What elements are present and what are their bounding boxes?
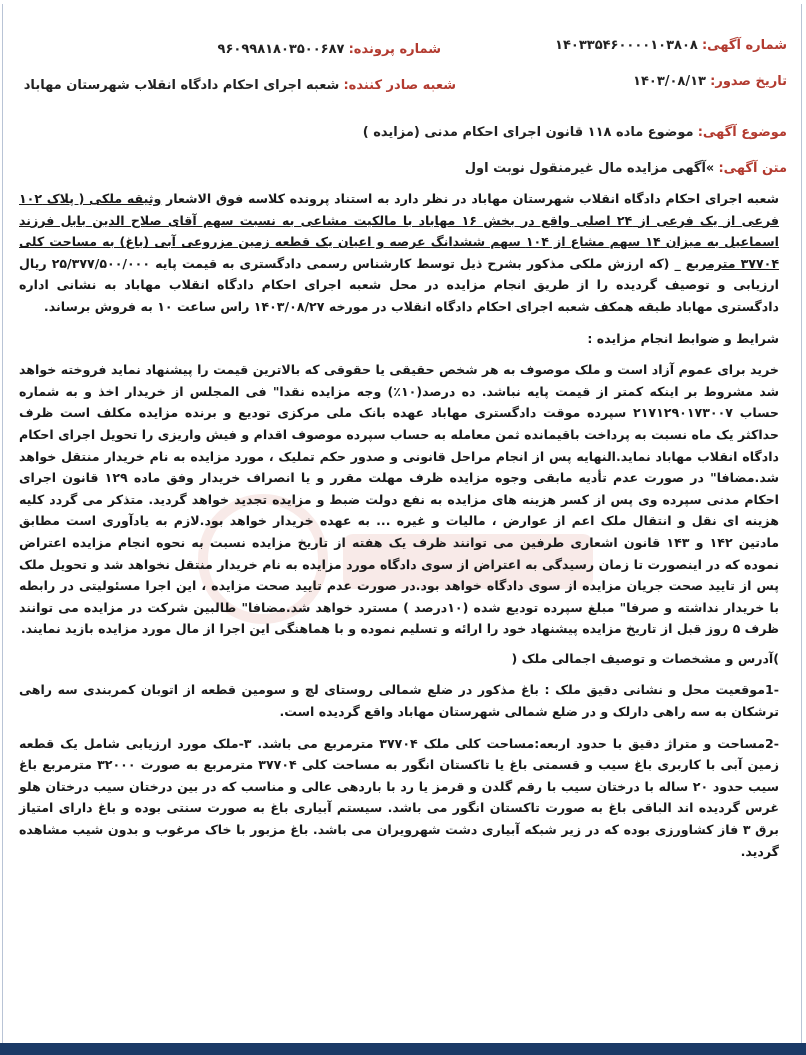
text-title: »آگهی مزایده مال غیرمنقول نوبت اول (464, 161, 715, 176)
intro-text-underlined: وثیقه ملکی ( پلاک ۱۰۲ فرعی از یک فرعی از ۲۴ اصلی واقع در بخش ۱۶ مهاباد با مالکیت مشاعی به نسبت سهم آقای صلاح الدین بابل فرزند اسماعیل به میزان ۱۴ سهم مشاع از ۱۰۴ سهم ششدانگ عرصه و اعیان یک قطعه زمین مزروعی آبی (باغ) به مساحت کلی ۳۷۷۰۴ مترمربع (19, 191, 780, 271)
issue-date-line (633, 74, 787, 89)
ad-number-label: شماره آگهی: (701, 38, 787, 53)
conditions-paragraph: خرید برای عموم آزاد است و ملک موصوف به هر شخص حقیقی یا حقوقی که بالاترین قیمت را پیشنهاد نماید فروخته خواهد شد مشروط بر اینکه کمتر از قیمت پایه نباشد. ده درصد(۱۰٪) وجه مزایده نقدا" فی المجلس از خریدار اخذ و به شماره حساب ۲۱۷۱۲۹۰۱۷۳۰۰۷ سپرده موقت دادگستری مهاباد عهده بانک ملی مرکزی تودیع و برنده مزایده مکلف است ظرف حداکثر یک ماه نسبت به پرداخت باقیمانده ثمن معامله به حساب سپرده موصوف اقدام و فیش واریزی را تحویل اجرای احکام دادگاه انقلاب مهاباد نماید.النهایه پس از انجام مراحل قانونی و صدور حکم تملیک ، مورد مزایده به نام خریدار منتقل خواهد شد.مضافا" در صورت عدم تأدیه مابقی وجوه مزایده ظرف مهلت مقرر و یا انصراف خریدار وفق ماده ۱۲۹ قانون اجرای احکام مدنی سپرده وی پس از کسر هزینه های مزایده به نفع دولت ضبط و مزایده تجدید خواهد گردید. متذکر می گردد کلیه هزینه ای نقل و انتقال ملک اعم از عوارض ، مالیات و غیره ... به عهده خریدار خواهد بود.لازم به یادآوری است مطابق مادتین ۱۴۲ و ۱۴۳ قانون اشعاری طرفین می توانند ظرف یک هفته از تاریخ مزایده نسبت به نحوه انجام مزایده اعتراض نموده که در اینصورت تا زمان رسیدگی به اعتراض از سوی دادگاه مورد مزایده به نام خریدار منتقل نخواهد شد و تحویل ملک پس از تایید صحت جریان مزایده از سوی دادگاه خواهد بود.در صورت عدم تایید صحت مزایده ، این اجرا مسئولیتی در رابطه با خریدار نداشته و صرفا" مبلغ سپرده تودیع شده (۱۰درصد ) مسترد خواهد شد.مضافا" طالبین شرکت در مزایده می توانند ظرف ۵ روز قبل از تاریخ مزایده پیشنهاد خود را ارائه و تسلیم نموده و با هماهنگی این اجرا از مال مورد مزایده بازید نمایند. (19, 362, 779, 637)
text-label: متن آگهی: (718, 161, 787, 176)
announcement-body (19, 188, 779, 862)
issue-date: ۱۴۰۳/۰۸/۱۳ (633, 74, 706, 89)
issuer-line (24, 78, 456, 93)
intro-paragraph (19, 188, 779, 318)
document-page (2, 4, 802, 1044)
conditions-title: شرایط و ضوابط انجام مزایده : (587, 330, 779, 346)
subject-label: موضوع آگهی: (697, 125, 787, 140)
item-2-paragraph: -2مساحت و متراژ دقیق با حدود اربعه:مساحت کلی ملک ۳۷۷۰۴ مترمربع می باشد. ۳-ملک مورد ارزیابی شامل یک قطعه زمین آبی با کاربری باغ سیب و قسمتی باغ یا تاکستان انگور به مساحت کلی ۳۷۷۰۴ مترمربع به صورت ۳۲۰۰۰ مترمربع باغ سیب حدود ۲۰ ساله با درختان سیب با رقم گلدن و قرمز یا رد با باردهی عالی و مناسب که در بین درختان سیب درختان هلو غرس گردیده اند الباقی باغ به صورت تاکستان انگور می باشد. سیستم آبیاری باغ به صورت سنتی بوده و باغ دارای امتیاز برق ۳ فاز کشاورزی بوده که در زیر شبکه آبیاری دشت شهرویران می باشد. باغ مزبور با خاک مرغوب و بدون شیب مشاهده گردید. (19, 735, 779, 859)
case-number: ۹۶۰۹۹۸۱۸۰۳۵۰۰۶۸۷ (217, 42, 345, 57)
case-number-line (218, 42, 441, 57)
ad-number-line (555, 38, 787, 53)
issue-date-label: تاریخ صدور: (710, 74, 787, 89)
intro-text-a: شعبه اجرای احکام دادگاه انقلاب شهرستان مهاباد در نظر دارد به استناد پرونده کلاسه فوق الاشعار (161, 191, 780, 206)
address-title: )آدرس و مشخصات و توصیف اجمالی ملک ( (511, 650, 779, 666)
issuer: شعبه اجرای احکام دادگاه انقلاب شهرستان مهاباد (23, 78, 340, 93)
subject-line (363, 125, 787, 140)
text-title-line (465, 161, 787, 176)
case-number-label: شماره پرونده: (348, 42, 441, 57)
intro-text-b: _ (که ارزش ملکی مذکور بشرح ذیل توسط کارشناس رسمی دادگستری به قیمت پایه ۲۵/۳۷۷/۵۰۰/۰۰۰ ریال ارزیابی و توصیف گردیده را از طریق انجام مزایده در محل شعبه اجرای احکام دادگاه انقلاب مهاباد به نشانی اداره دادگستری مهاباد طبقه همکف شعبه اجرای احکام دادگاه انقلاب در مورخه ۱۴۰۳/۰۸/۲۷ راس ساعت ۱۰ به فروش برساند. (19, 255, 779, 314)
bottom-bar (0, 1043, 806, 1055)
item-1-paragraph: -1موقعیت محل و نشانی دقیق ملک : باغ مذکور در ضلع شمالی روستای لچ و سومین قطعه از اتوبان کمربندی سه راهی ترشکان به سه راهی دارلک و در ضلع شمالی شهرستان مهاباد واقع گردیده است. (19, 682, 779, 720)
subject: موضوع ماده ۱۱۸ قانون اجرای احکام مدنی (مزایده ) (362, 125, 694, 140)
ad-number: ۱۴۰۳۳۵۴۶۰۰۰۰۱۰۳۸۰۸ (555, 38, 698, 53)
issuer-label: شعبه صادر کننده: (343, 78, 456, 93)
